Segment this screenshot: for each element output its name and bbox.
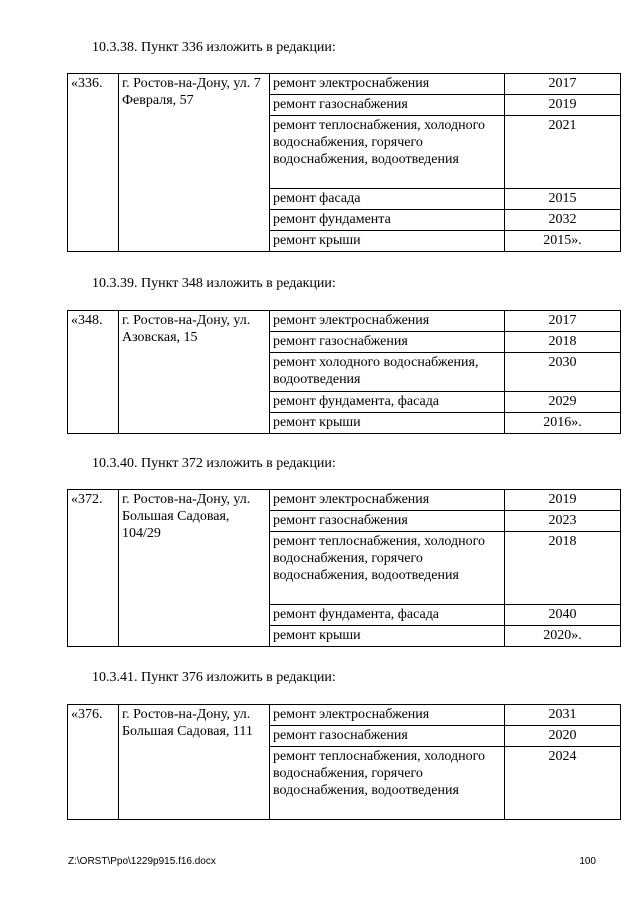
year-cell: 2018 [505, 332, 621, 353]
table-row [68, 490, 621, 511]
item-number: «336. [68, 74, 119, 252]
page-number: 100 [579, 856, 596, 867]
work-cell: ремонт фундамента, фасада [270, 392, 505, 413]
work-cell: ремонт электроснабжения [270, 490, 505, 511]
item-number: «348. [68, 311, 119, 434]
year-cell: 2020». [505, 626, 621, 647]
table-row [68, 74, 621, 95]
table-row [68, 311, 621, 332]
work-cell: ремонт фундамента [270, 210, 505, 231]
year-cell: 2021 [505, 116, 621, 189]
repair-table-336 [67, 73, 621, 252]
item-number: «376. [68, 705, 119, 820]
footer-file-path: Z:\ORST\Ppo\1229p915.f16.docx [68, 856, 216, 867]
year-cell: 2020 [505, 726, 621, 747]
section-heading-372: 10.3.40. Пункт 372 изложить в редакции: [92, 456, 336, 471]
year-cell: 2023 [505, 511, 621, 532]
year-cell: 2019 [505, 490, 621, 511]
year-cell: 2019 [505, 95, 621, 116]
repair-table-348 [67, 310, 621, 434]
work-cell: ремонт теплоснабжения, холодного водоснабжения, горячего водоснабжения, водоотведения [270, 532, 505, 605]
address-cell: г. Ростов-на-Дону, ул. Большая Садовая, 104/29 [119, 490, 270, 647]
item-number: «372. [68, 490, 119, 647]
year-cell: 2015 [505, 189, 621, 210]
year-cell: 2031 [505, 705, 621, 726]
work-cell: ремонт электроснабжения [270, 705, 505, 726]
year-cell: 2032 [505, 210, 621, 231]
year-cell: 2016». [505, 413, 621, 434]
repair-table-372 [67, 489, 621, 647]
work-cell: ремонт электроснабжения [270, 311, 505, 332]
repair-table-376 [67, 704, 621, 820]
section-heading-348: 10.3.39. Пункт 348 изложить в редакции: [92, 276, 336, 291]
work-cell: ремонт крыши [270, 626, 505, 647]
work-cell: ремонт газоснабжения [270, 332, 505, 353]
section-heading-376: 10.3.41. Пункт 376 изложить в редакции: [92, 670, 336, 685]
work-cell: ремонт крыши [270, 231, 505, 252]
table-row [68, 705, 621, 726]
work-cell: ремонт газоснабжения [270, 95, 505, 116]
year-cell: 2030 [505, 353, 621, 392]
year-cell: 2017 [505, 311, 621, 332]
work-cell: ремонт газоснабжения [270, 726, 505, 747]
address-cell: г. Ростов-на-Дону, ул. Азовская, 15 [119, 311, 270, 434]
year-cell: 2024 [505, 747, 621, 820]
work-cell: ремонт электроснабжения [270, 74, 505, 95]
work-cell: ремонт фасада [270, 189, 505, 210]
work-cell: ремонт крыши [270, 413, 505, 434]
section-heading-336: 10.3.38. Пункт 336 изложить в редакции: [92, 40, 336, 55]
address-cell: г. Ростов-на-Дону, ул. Большая Садовая, 111 [119, 705, 270, 820]
work-cell: ремонт холодного водоснабжения, водоотведения [270, 353, 505, 392]
work-cell: ремонт теплоснабжения, холодного водоснабжения, горячего водоснабжения, водоотведения [270, 116, 505, 189]
work-cell: ремонт газоснабжения [270, 511, 505, 532]
work-cell: ремонт фундамента, фасада [270, 605, 505, 626]
year-cell: 2017 [505, 74, 621, 95]
work-cell: ремонт теплоснабжения, холодного водоснабжения, горячего водоснабжения, водоотведения [270, 747, 505, 820]
year-cell: 2018 [505, 532, 621, 605]
year-cell: 2040 [505, 605, 621, 626]
year-cell: 2029 [505, 392, 621, 413]
year-cell: 2015». [505, 231, 621, 252]
address-cell: г. Ростов-на-Дону, ул. 7 Февраля, 57 [119, 74, 270, 252]
